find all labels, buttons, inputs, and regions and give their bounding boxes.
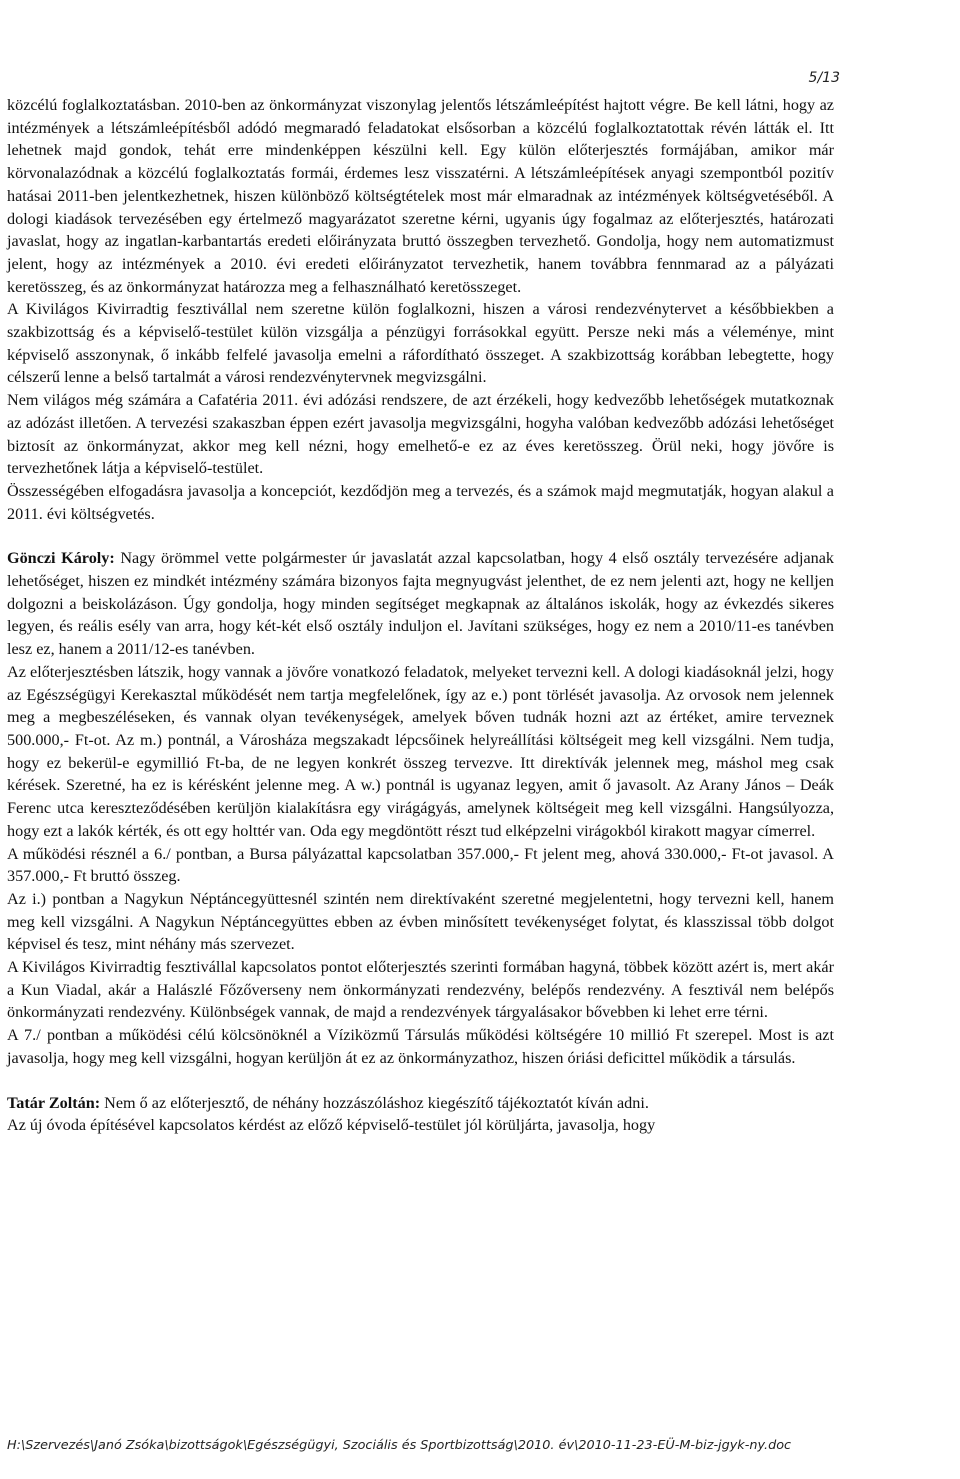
speaker-paragraph	[7, 547, 834, 661]
paragraph: A 7./ pontban a működési célú kölcsönöknél a Víziközmű Társulás működési költségére 10 millió Ft szerepel. Most is azt javasolja, hogy meg kell vizsgálni, hogyan kerüljön át ez az önkormányzathoz, hiszen óriási deficittel működik a társulás.	[7, 1026, 834, 1067]
speaker-text: Nem ő az előterjesztő, de néhány hozzászóláshoz kiegészítő tájékoztatót kíván adni.	[104, 1093, 649, 1112]
paragraph: közcélú foglalkoztatásban. 2010-ben az önkormányzat viszonylag jelentős létszámleépítést hajtott végre. Be kell látni, hogy az intézmények a létszámleépítésből adódó megmaradó feladatokat elsősorban a közcélú foglalkoztatottak révén látták el. Itt lehetnek majd gondok, tehát erre mindenképpen készülni kell. Egy külön előterjesztés formájában, amikor már körvonalazódnak a közcélú foglalkoztatás formái, érdemes lesz visszatérni. A létszámleépítések anyagi szempontból pozitív hatásai 2011-ben jelentkezhetnek, hiszen különböző költségtételek most már elmaradnak az intézmények költségvetéséből. A dologi kiadások tervezésében egy értelmező magyarázatot szeretne kérni, ugyanis úgy fogalmaz az előterjesztés, határozati javaslat, hogy az ingatlan-karbantartás eredeti előirányzata bruttó összegben tervezhető. Gondolja, hogy nem automatizmust jelent, hogy az intézmények a 2010. évi eredeti előirányzatot tervezhetik, hanem továbbra fennmarad az a pályázati keretösszeg, és az önkormányzat határozza meg a felhasználható keretösszeget.	[7, 96, 834, 296]
speaker-name: Tatár Zoltán:	[7, 1093, 101, 1112]
paragraph: Nem világos még számára a Cafatéria 2011. évi adózási rendszere, de azt érzékeli, hogy kedvezőbb lehetőségek mutatkoznak az adózást illetően. A tervezési szakaszban éppen ezért javasolja megvizsgálni, hogyha valóban kedvezőbb adózási lehetőséget biztosít az önkormányzat, akkor meg kell nézni, hogy emelhető-e ez az éves keretösszeg. Örül neki, hogy jövőre is tervezhetőnek látja a képviselő-testület.	[7, 391, 834, 478]
speaker-paragraph	[7, 1092, 834, 1115]
paragraph: A Kivilágos Kivirradtig fesztivállal kapcsolatos pontot előterjesztés szerinti formában hagyná, többek között azért is, mert akár a Kun Viadal, akár a Halászlé Főzőverseny nem önkormányzati rendezvény, belépős rendezvény. A fesztivál nem belépős önkormányzati rendezvény. Különbségek vannak, de majd a rendezvények tárgyalásakor bővebben ki lehet erre térni.	[7, 958, 834, 1022]
paragraph: Az i.) pontban a Nagykun Néptáncegyüttesnél szintén nem direktívaként szeretné megjelentetni, hogy tervezni kell, hanem meg kell vizsgálni. A Nagykun Néptáncegyüttes ebben az évben minősített tevékenységet folytat, és klasszissal több dolgot képvisel és tesz, mint néhány más szervezet.	[7, 889, 834, 954]
paragraph: A működési résznél a 6./ pontban, a Bursa pályázattal kapcsolatban 357.000,- Ft jelent meg, ahová 330.000,- Ft-ot javasol. A 357.000,- Ft bruttó összeg.	[7, 844, 834, 886]
paragraph-gap	[7, 525, 834, 547]
document-body	[7, 94, 834, 1137]
paragraph: Az új óvoda építésével kapcsolatos kérdést az előző képviselő-testület jól körüljárta, javasolja, hogy	[7, 1116, 656, 1135]
paragraph-gap	[7, 1070, 834, 1092]
speaker-text: Nagy örömmel vette polgármester úr javaslatát azzal kapcsolatban, hogy 4 első osztály tervezésére adjanak lehetőséget, hiszen ez mindkét intézmény számára bizonyos fajta megnyugvást jelenthet, de ez nem jelenti azt, hogy ne kelljen dolgozni a beiskolázáson. Úgy gondolja, hogy minden segítséget megkapnak az általános iskolák, hogy az évkezdés sikeres legyen, és reális esély van arra, hogy két-két első osztály induljon el. Javítani szükséges, hogy ez nem a 2010/11-es tanévben lesz ez, hanem a 2011/12-es tanévben.	[7, 549, 834, 659]
speaker-name: Gönczi Károly:	[7, 549, 115, 568]
paragraph: A Kivilágos Kivirradtig fesztivállal nem szeretne külön foglalkozni, hiszen a városi rendezvénytervet a későbbiekben a szakbizottság és a képviselő-testület külön vizsgálja a pénzügyi forrásokkal együtt. Persze neki más a véleménye, mint képviselő asszonynak, ő inkább felfelé javasolja emelni a ráfordítható összeget. A szakbizottság korábban lebegtette, hogy célszerű lenne a belső tartalmát a városi rendezvénytervnek megvizsgálni.	[7, 300, 834, 387]
page-number: 5/13	[808, 70, 840, 86]
footer-file-path: H:\Szervezés\Janó Zsóka\bizottságok\Egészségügyi, Szociális és Sportbizottság\2010. év\2010-11-23-EÜ-M-biz-jgyk-ny.doc	[7, 1438, 792, 1453]
paragraph: Összességében elfogadásra javasolja a koncepciót, kezdődjön meg a tervezés, és a számok majd megmutatják, hogyan alakul a 2011. évi költségvetés.	[7, 481, 834, 523]
paragraph: Az előterjesztésben látszik, hogy vannak a jövőre vonatkozó feladatok, melyeket tervezni kell. A dologi kiadásoknál jelzi, hogy az Egészségügyi Kerekasztal működését nem tartja megfelelőnek, így az e.) pont törlését javasolja. Az orvosok nem jelennek meg a megbeszéléseken, és vannak olyan tevékenységek, amelyek bőven tudnák hozni azt az értéket, amire terveznek 500.000,- Ft-ot. Az m.) pontnál, a Városháza megszakadt lépcsőinek helyreállítási költségeit meg kell vizsgálni. Nem tudja, hogy ez bekerül-e egymillió Ft-ba, de ne legyen konkrét összeg tervezve. Itt direktívák jelennek meg, máshol meg csak kérések. Szeretné, ha ez is kérésként jelenne meg. A w.) pontnál is ugyanaz legyen, amit ő javasolt. Az Arany János – Deák Ferenc utca kereszteződésében kerüljön kialakításra egy virágágyás, amelynek költségeit meg kell vizsgálni. Hangsúlyozza, hogy ezt a lakók kérték, és ott egy holttér van. Oda egy megdöntött részt tud elképzelni virágokból kirakott magyar címerrel.	[7, 662, 834, 840]
